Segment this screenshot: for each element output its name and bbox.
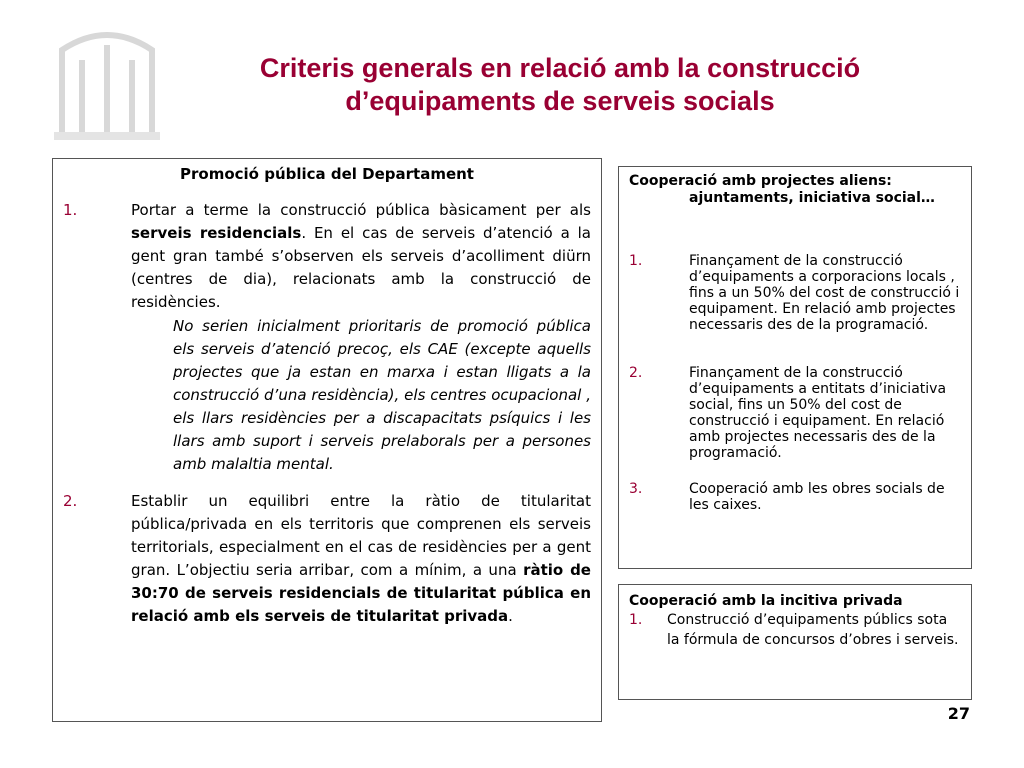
item-text: Establir un equilibri entre la ràtio de titularitat pública/privada en els territoris que comprenen els serveis territorials, especialment en el cas de residències per a gent gran. L’objectiu seria arribar, com a mínim, a una (131, 492, 591, 579)
item-text: . (508, 607, 513, 625)
list-item (629, 253, 961, 333)
list-number: 3. (629, 481, 643, 497)
private-initiative-box (618, 584, 972, 700)
list-number: 2. (63, 492, 78, 510)
external-projects-box (618, 166, 972, 569)
item-text: . En el cas de serveis d’atenció a la gent gran també s’observen els serveis d’acolliment diürn (centres de dia), relacionats amb la construcció de residències. (131, 224, 591, 311)
item-text: Finançament de la construcció d’equipaments a entitats d’iniciativa social, fins un 50% del cost de construcció i equipament. En relació amb projectes necessaris des de la programació. (689, 365, 947, 461)
list-number: 2. (629, 365, 643, 381)
heading-line-2: ajuntaments, iniciativa social… (689, 190, 935, 206)
list-item (629, 481, 961, 513)
list-item (63, 199, 591, 314)
item-text: Cooperació amb les obres socials de les caixes. (689, 481, 945, 513)
item-note: No serien inicialment prioritaris de promoció pública els serveis d’atenció precoç, els CAE (excepte aquells projectes que ja estan en marxa i estan lligats a la construcció d’una residència), els centres ocupacional , els llars residències per a discapacitats psíquics i les llars amb suport i serveis prelaborals per a persones amb malaltia mental. (173, 317, 591, 473)
item-bold-text: serveis residencials (131, 224, 302, 242)
list-item (63, 490, 591, 628)
list-number: 1. (629, 612, 643, 628)
list-item (629, 365, 961, 461)
item-bold-text: ràtio de 30:70 de serveis residencials de titularitat pública en relació amb els serveis de titularitat privada (131, 561, 591, 625)
public-promotion-box (52, 158, 602, 722)
private-initiative-heading: Cooperació amb la incitiva privada (629, 593, 903, 609)
title-line-2: d’equipaments de serveis socials (345, 86, 775, 116)
heading-line-1: Cooperació amb projectes aliens: (629, 173, 892, 189)
item-text: Portar a terme la construcció pública bàsicament per als (131, 201, 591, 219)
item-text: Finançament de la construcció d’equipaments a corporacions locals , fins a un 50% del cost de construcció i equipament. En relació amb projectes necessaris des de la programació. (689, 253, 960, 333)
public-promotion-heading: Promoció pública del Departament (180, 165, 474, 183)
slide-title (180, 52, 940, 118)
institution-logo-icon (52, 20, 162, 140)
list-number: 1. (63, 201, 78, 219)
item-text: Construcció d’equipaments públics sota la fórmula de concursos d’obres i serveis. (667, 612, 959, 648)
page-number: 27 (947, 704, 970, 723)
title-line-1: Criteris generals en relació amb la construcció (259, 53, 861, 83)
list-item (629, 610, 961, 650)
external-projects-heading (629, 173, 961, 207)
list-number: 1. (629, 253, 643, 269)
